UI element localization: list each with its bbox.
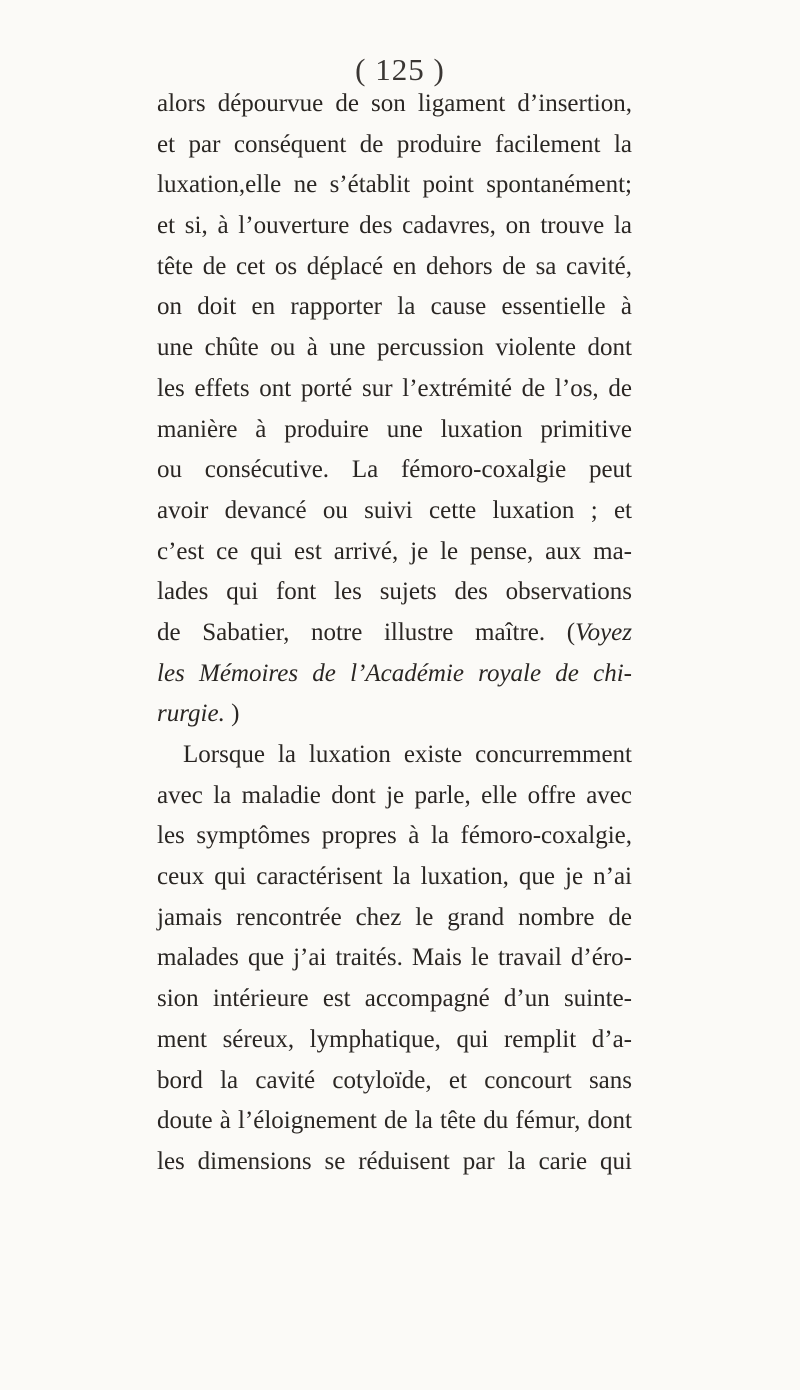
body-text <box>157 84 632 1183</box>
text-line: les effets ont porté sur l’extrémité de l’os, de <box>157 374 632 402</box>
text-line: bord la cavité cotyloïde, et concourt sans <box>157 1066 632 1094</box>
text-line: et par conséquent de produire facilement la <box>157 130 632 158</box>
text-line: ou consécutive. La fémoro-coxalgie peut <box>157 456 632 484</box>
text-line: et si, à l’ouverture des cadavres, on trouve la <box>157 212 632 240</box>
text-line: c’est ce qui est arrivé, je le pense, aux ma- <box>157 537 632 565</box>
citation-italic: Voyez <box>575 618 632 646</box>
text-line: on doit en rapporter la cause essentielle à <box>157 293 632 321</box>
text-line: ceux qui caractérisent la luxation, que je n’ai <box>157 863 632 891</box>
text-line: tête de cet os déplacé en dehors de sa cavité, <box>157 252 632 280</box>
text-line: les symptômes propres à la fémoro-coxalgie, <box>157 822 632 850</box>
text-line: manière à produire une luxation primitive <box>157 415 632 443</box>
citation-roman: de Sabatier, notre illustre maître. ( <box>157 618 576 646</box>
citation-italic: les Mémoires de l’Académie royale de chi- <box>157 659 632 687</box>
page-number: ( 125 ) <box>355 52 445 87</box>
text-line: alors dépourvue de son ligament d’insertion, <box>157 90 632 117</box>
text-line: avoir devancé ou suivi cette luxation ; et <box>157 496 632 524</box>
text-line: les dimensions se réduisent par la carie qui <box>157 1147 632 1175</box>
text-line: malades que j’ai traités. Mais le travail d’éro- <box>157 944 632 972</box>
citation-line <box>157 613 632 654</box>
text-line: lades qui font les sujets des observations <box>157 578 632 606</box>
text-line: une chûte ou à une percussion violente dont <box>157 334 632 362</box>
citation-line <box>157 694 632 735</box>
citation-line <box>157 654 632 695</box>
text-line: jamais rencontrée chez le grand nombre de <box>157 903 632 931</box>
text-line: ment séreux, lymphatique, qui remplit d’a- <box>157 1025 632 1053</box>
text-line: sion intérieure est accompagné d’un suinte- <box>157 985 632 1013</box>
paragraph-1 <box>157 84 632 735</box>
text-line: doute à l’éloignement de la tête du fémur, dont <box>157 1107 632 1135</box>
paragraph-2 <box>157 735 632 1183</box>
text-line: avec la maladie dont je parle, elle offre avec <box>157 781 632 809</box>
text-line: luxation,elle ne s’établit point spontanément; <box>157 171 632 199</box>
text-line: Lorsque la luxation existe concurremment <box>183 741 632 768</box>
citation-close: ) <box>224 700 240 728</box>
citation-italic: rurgie. <box>157 700 225 728</box>
